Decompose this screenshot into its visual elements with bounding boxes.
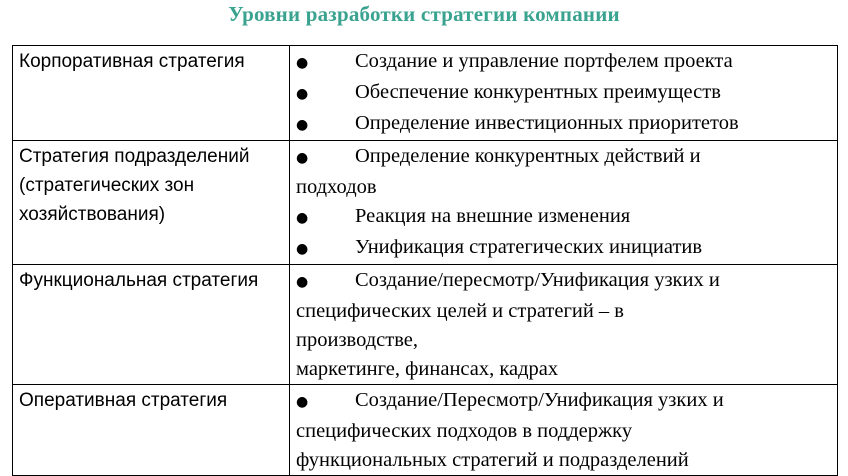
- list-item: [296, 142, 833, 173]
- list-item: [296, 386, 833, 417]
- description-cell: [290, 141, 838, 265]
- list-item: [296, 78, 833, 109]
- bullet-icon: ●: [296, 86, 309, 102]
- bullet-icon: ●: [296, 117, 309, 133]
- table-row: [13, 265, 838, 385]
- list-item-text: Определение инвестиционных приоритетов: [355, 112, 739, 134]
- list-item-continuation: функциональных стратегий и подразделений: [296, 449, 689, 471]
- level-cell: Стратегия подразделений (стратегических зон хозяйствования): [13, 141, 290, 265]
- list-item: [296, 109, 833, 140]
- strategy-levels-table: [12, 45, 838, 476]
- list-item-continuation: производстве,: [296, 329, 419, 351]
- list-item-text: Создание/Пересмотр/Унификация узких и: [355, 389, 724, 411]
- list-item: [296, 233, 833, 264]
- list-item-continuation: маркетинге, финансах, кадрах: [296, 358, 559, 380]
- description-cell: [290, 385, 838, 476]
- bullet-icon: ●: [296, 150, 309, 166]
- list-item-text: Реакция на внешние изменения: [355, 205, 631, 227]
- level-cell: Корпоративная стратегия: [13, 46, 290, 141]
- level-cell: Оперативная стратегия: [13, 385, 290, 476]
- list-item-continuation: подходов: [296, 176, 377, 198]
- table-row: [13, 385, 838, 476]
- list-item-continuation: специфических целей и стратегий – в: [296, 300, 624, 322]
- list-item: [296, 266, 833, 297]
- level-cell: Функциональная стратегия: [13, 265, 290, 385]
- bullet-icon: ●: [296, 210, 309, 226]
- bullet-icon: ●: [296, 394, 309, 410]
- list-item: [296, 202, 833, 233]
- list-item-text: Создание/пересмотр/Унификация узких и: [355, 269, 720, 291]
- list-item: [296, 47, 833, 78]
- list-item-text: Создание и управление портфелем проекта: [355, 50, 733, 72]
- bullet-icon: ●: [296, 55, 309, 71]
- page-title: Уровни разработки стратегии компании: [228, 2, 620, 26]
- table-row: [13, 141, 838, 265]
- bullet-icon: ●: [296, 241, 309, 257]
- description-cell: [290, 46, 838, 141]
- table-row: [13, 46, 838, 141]
- list-item-text: Обеспечение конкурентных преимуществ: [355, 81, 721, 103]
- list-item-text: Определение конкурентных действий и: [355, 145, 701, 167]
- list-item-continuation: специфических подходов в поддержку: [296, 420, 633, 442]
- bullet-icon: ●: [296, 274, 309, 290]
- list-item-text: Унификация стратегических инициатив: [355, 236, 703, 258]
- description-cell: [290, 265, 838, 385]
